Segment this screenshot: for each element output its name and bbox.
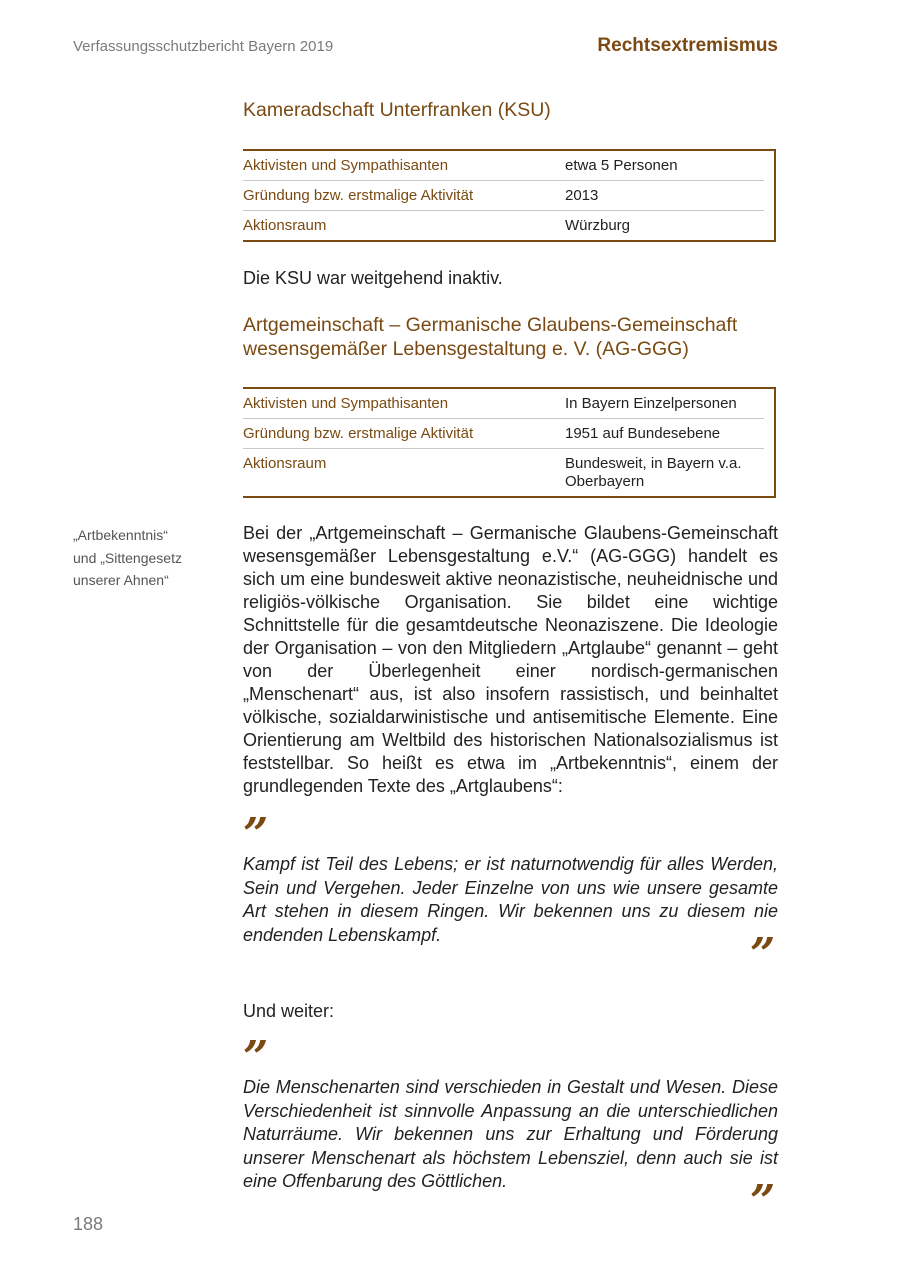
row-label: Aktionsraum xyxy=(243,455,327,472)
row-value: 1951 auf Bundesebene xyxy=(565,425,721,442)
ksu-text: Die KSU war weitgehend inaktiv. xyxy=(243,268,503,288)
agggg-heading-line1: Artgemeinschaft – Germanische Glaubens-Gemeinschaft xyxy=(243,314,738,336)
table-row xyxy=(243,151,764,181)
agggg-heading xyxy=(243,313,737,361)
row-value: In Bayern Einzelpersonen xyxy=(565,395,737,412)
row-value: Bundesweit, in Bayern v.a. Oberbayern xyxy=(565,455,742,490)
quote-artbekenntnis-2: Die Menschenarten sind verschieden in Gestalt und Wesen. Diese Verschiedenheit ist sinnvolle Anpassung an die unterschiedlichen Naturräume. Wir bekennen uns zur Erhaltung und Förderung unserer Menschenart als höchstem Lebensziel, denn auch sie ist eine Offenbarung des Göttlichen. xyxy=(243,1077,778,1191)
agggg-fact-table xyxy=(243,387,776,498)
agggg-heading-line2: wesensgemäßer Lebensgestaltung e. V. (AG-GGG) xyxy=(243,338,689,360)
margin-note-line1: „Artbekenntnis“ xyxy=(73,527,168,543)
row-label: Gründung bzw. erstmalige Aktivität xyxy=(243,425,474,442)
row-value: 2013 xyxy=(565,187,599,204)
row-label: Aktionsraum xyxy=(243,217,327,234)
quote-artbekenntnis-1: Kampf ist Teil des Lebens; er ist naturnotwendig für alles Werden, Sein und Vergehen. Jeder Einzelne von uns wie unsere gesamte Art stehen in diesem Ringen. Wir bekennen uns zu diesem nie endenden Lebenskampf. xyxy=(243,854,778,945)
page-number: 188 xyxy=(73,1214,104,1234)
table-row xyxy=(243,211,764,240)
row-label: Aktivisten und Sympathisanten xyxy=(243,395,449,412)
quote-close-icon: ” xyxy=(750,929,776,980)
margin-note-line2: und „Sittengesetz xyxy=(73,549,182,566)
continue-text: Und weiter: xyxy=(243,1001,335,1021)
row-value: Würzburg xyxy=(565,217,631,234)
header-section-title: Rechtsextremismus xyxy=(597,35,778,56)
body-paragraph: Bei der „Artgemeinschaft – Germanische Glaubens-Gemeinschaft wesensgemäßer Lebensgestaltung e.V.“ (AG-GGG) handelt es sich um eine bundesweit aktive neonazistische, neuheidnische und religiös-völkische Organisation. Sie bildet eine wichtige Schnittstelle für die gesamtdeutsche Neonaziszene. Die Ideologie der Organisation – von den Mitgliedern „Artglaube“ genannt – geht von der Überlegenheit einer nordisch-germanischen „Menschenart“ aus, ist also insofern rassistisch, und beinhaltet völkische, sozialdarwinistische und antisemitische Elemente. Eine Orientierung am Weltbild des historischen Nationalsozialismus ist feststellbar. So heißt es etwa im „Artbekenntnis“, einem der grundlegenden Texte des „Artglaubens“: xyxy=(243,523,778,796)
header-report-title: Verfassungsschutzbericht Bayern 2019 xyxy=(73,38,334,55)
row-label: Gründung bzw. erstmalige Aktivität xyxy=(243,187,474,204)
ksu-heading: Kameradschaft Unterfranken (KSU) xyxy=(243,99,551,121)
ksu-fact-table xyxy=(243,149,776,242)
table-row xyxy=(243,419,764,449)
quote-open-icon: ” xyxy=(243,1032,269,1083)
table-row xyxy=(243,449,764,496)
table-row xyxy=(243,181,764,211)
margin-note-line3: unserer Ahnen“ xyxy=(73,572,169,588)
row-value: etwa 5 Personen xyxy=(565,157,678,174)
margin-note xyxy=(73,524,213,592)
quote-open-icon: ” xyxy=(243,809,269,860)
row-label: Aktivisten und Sympathisanten xyxy=(243,157,449,174)
quote-close-icon: ” xyxy=(750,1176,776,1227)
table-row xyxy=(243,389,764,419)
